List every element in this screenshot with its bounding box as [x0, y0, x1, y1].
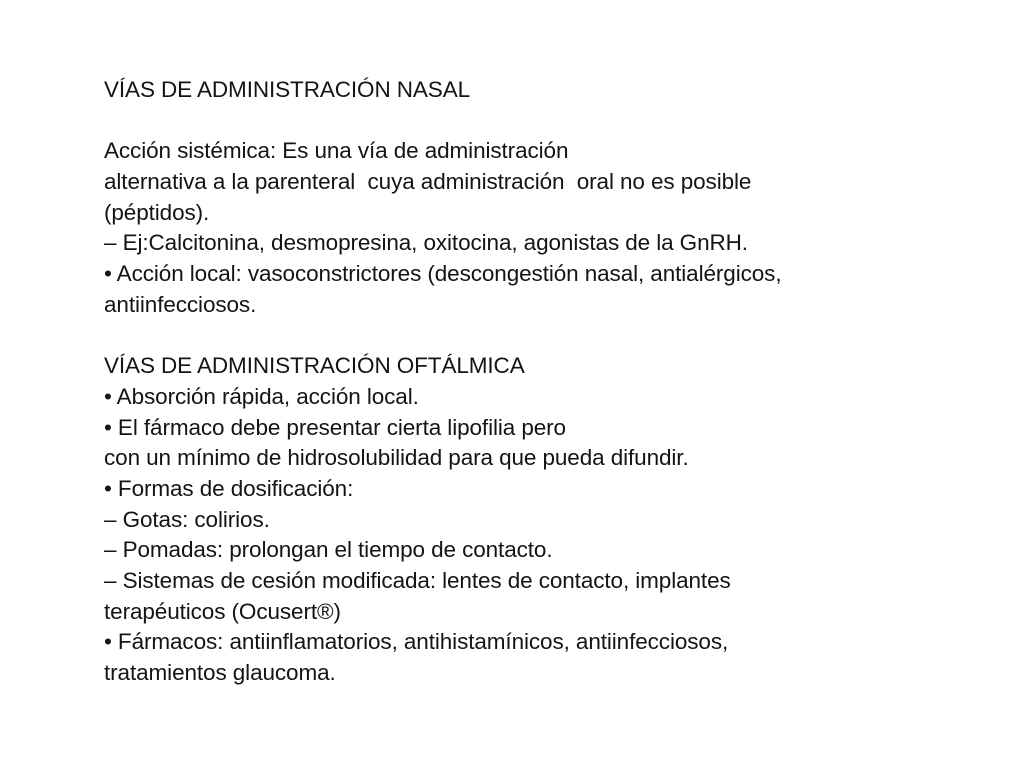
nasal-line: • Acción local: vasoconstrictores (descongestión nasal, antialérgicos,	[104, 261, 782, 287]
oftalmica-line: tratamientos glaucoma.	[104, 660, 336, 686]
oftalmica-line: con un mínimo de hidrosolubilidad para que pueda difundir.	[104, 445, 689, 471]
oftalmica-line: • El fármaco debe presentar cierta lipofilia pero	[104, 414, 566, 440]
nasal-heading: VÍAS DE ADMINISTRACIÓN NASAL	[104, 77, 471, 102]
nasal-line: alternativa a la parenteral cuya administración oral no es posible	[104, 169, 752, 195]
oftalmica-line: – Pomadas: prolongan el tiempo de contacto.	[104, 537, 553, 563]
spacer	[104, 321, 984, 352]
nasal-line: antiinfecciosos.	[104, 291, 257, 317]
nasal-line: – Ej:Calcitonina, desmopresina, oxitocina, agonistas de la GnRH.	[104, 230, 748, 256]
oftalmica-line: – Sistemas de cesión modificada: lentes de contacto, implantes	[104, 568, 731, 593]
oftalmica-line: terapéuticos (Ocusert®)	[104, 598, 341, 624]
nasal-line: (péptidos).	[104, 199, 210, 225]
nasal-line: Acción sistémica: Es una vía de administración	[104, 138, 569, 164]
oftalmica-line: • Fármacos: antiinflamatorios, antihistamínicos, antiinfecciosos,	[104, 629, 729, 655]
spacer	[104, 106, 984, 137]
oftalmica-line: • Formas de dosificación:	[104, 475, 354, 501]
oftalmica-line: • Absorción rápida, acción local.	[104, 383, 419, 409]
oftalmica-heading: VÍAS DE ADMINISTRACIÓN OFTÁLMICA	[104, 353, 525, 379]
slide-content	[104, 75, 984, 689]
oftalmica-line: – Gotas: colirios.	[104, 506, 270, 532]
